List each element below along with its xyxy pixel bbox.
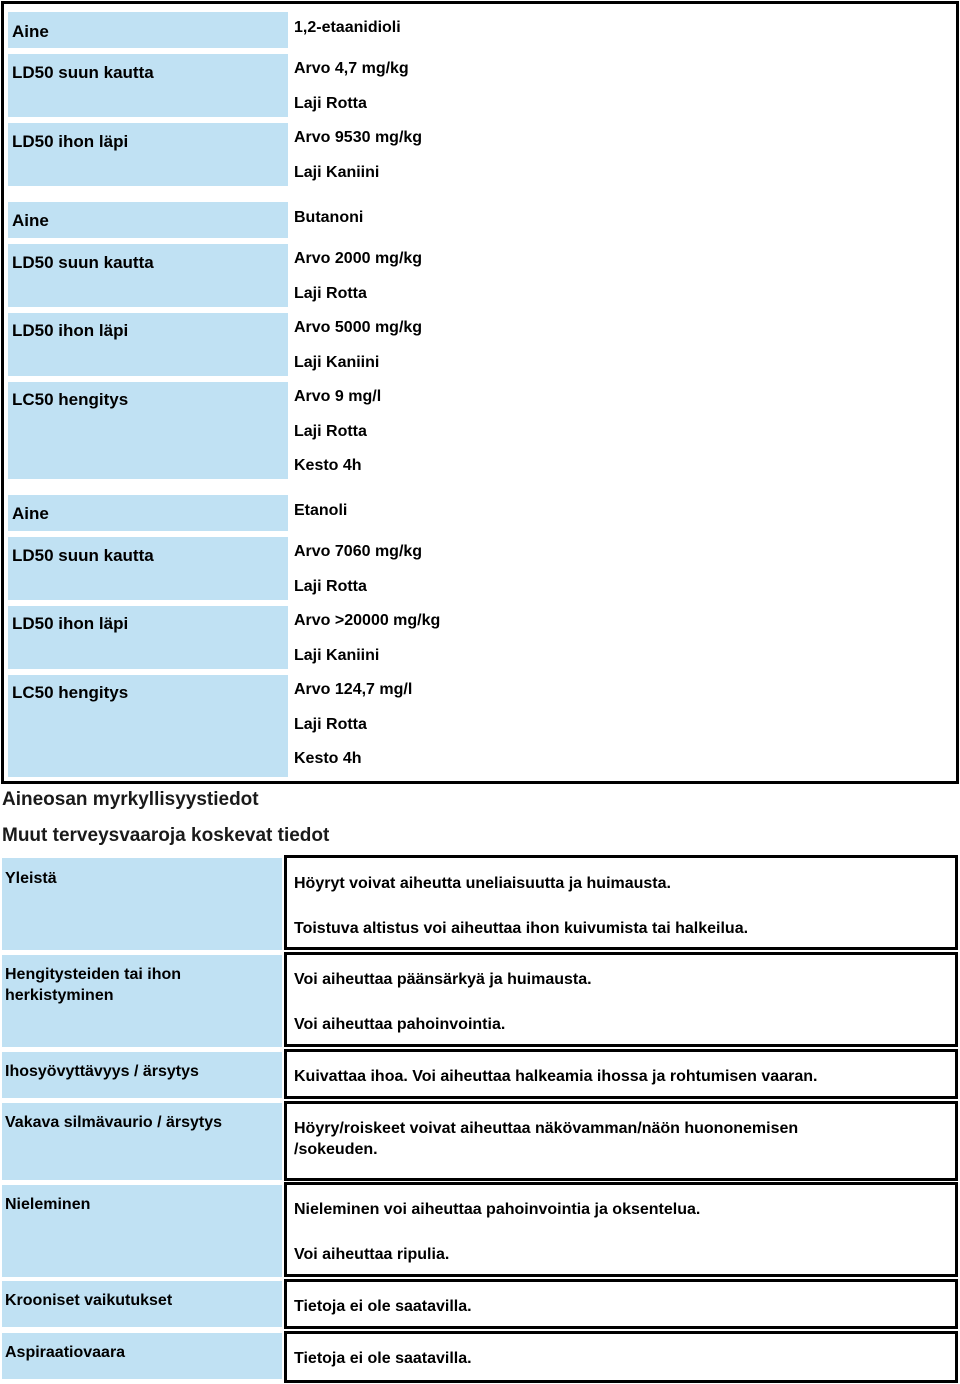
- label-ld50-dermal: LD50 ihon läpi: [8, 123, 288, 186]
- substance-name: 1,2-etaanidioli: [294, 19, 401, 36]
- inhal-species: Laji Rotta: [294, 716, 367, 733]
- oral-value: Arvo 7060 mg/kg: [294, 543, 423, 560]
- hazard-line: Voi aiheuttaa ripulia.: [294, 1246, 450, 1263]
- substance-name: Butanoni: [294, 209, 364, 226]
- hazard-label: Aspiraatiovaara: [2, 1333, 282, 1379]
- hazard-label: Krooniset vaikutukset: [2, 1281, 282, 1327]
- hazard-line: Tietoja ei ole saatavilla.: [294, 1298, 472, 1315]
- oral-species: Laji Rotta: [294, 285, 367, 302]
- inhal-duration: Kesto 4h: [294, 457, 362, 474]
- label-ld50-oral: LD50 suun kautta: [8, 54, 288, 117]
- label-aine: Aine: [8, 12, 288, 48]
- hazard-line: Nieleminen voi aiheuttaa pahoinvointia ja oksentelua.: [294, 1201, 701, 1218]
- hazard-label: Hengitysteiden tai ihon herkistyminen: [2, 955, 282, 1047]
- hazard-label: Yleistä: [2, 858, 282, 950]
- dermal-value: Arvo 9530 mg/kg: [294, 129, 423, 146]
- dermal-value: Arvo >20000 mg/kg: [294, 612, 441, 629]
- hazard-line: Voi aiheuttaa päänsärkyä ja huimausta.: [294, 971, 592, 988]
- component-toxicity-heading: Aineosan myrkyllisyystiedot: [2, 789, 259, 810]
- dermal-species: Laji Kaniini: [294, 354, 380, 371]
- hazard-line: Kuivattaa ihoa. Voi aiheuttaa halkeamia ihossa ja rohtumisen vaaran.: [294, 1068, 818, 1085]
- substance-name: Etanoli: [294, 502, 348, 519]
- label-ld50-oral: LD50 suun kautta: [8, 244, 288, 307]
- oral-value: Arvo 4,7 mg/kg: [294, 60, 409, 77]
- label-lc50-inhalation: LC50 hengitys: [8, 675, 288, 777]
- dermal-value: Arvo 5000 mg/kg: [294, 319, 423, 336]
- dermal-species: Laji Kaniini: [294, 164, 380, 181]
- oral-value: Arvo 2000 mg/kg: [294, 250, 423, 267]
- label-ld50-dermal: LD50 ihon läpi: [8, 606, 288, 669]
- hazard-line: Toistuva altistus voi aiheuttaa ihon kuivumista tai halkeilua.: [294, 920, 749, 937]
- label-aine: Aine: [8, 495, 288, 531]
- hazard-label: Nieleminen: [2, 1185, 282, 1277]
- label-ld50-oral: LD50 suun kautta: [8, 537, 288, 600]
- hazard-line: Höyryt voivat aiheutta uneliaisuutta ja huimausta.: [294, 875, 671, 892]
- inhal-value: Arvo 9 mg/l: [294, 388, 382, 405]
- hazard-label: Ihosyövyttävyys / ärsytys: [2, 1052, 282, 1098]
- oral-species: Laji Rotta: [294, 95, 367, 112]
- hazard-line: Höyry/roiskeet voivat aiheuttaa näkövamman/näön huononemisen /sokeuden.: [294, 1120, 799, 1158]
- inhal-value: Arvo 124,7 mg/l: [294, 681, 413, 698]
- label-aine: Aine: [8, 202, 288, 238]
- label-lc50-inhalation: LC50 hengitys: [8, 382, 288, 479]
- oral-species: Laji Rotta: [294, 578, 367, 595]
- dermal-species: Laji Kaniini: [294, 647, 380, 664]
- label-ld50-dermal: LD50 ihon läpi: [8, 313, 288, 376]
- inhal-species: Laji Rotta: [294, 423, 367, 440]
- hazard-line: Voi aiheuttaa pahoinvointia.: [294, 1016, 506, 1033]
- other-hazards-heading: Muut terveysvaaroja koskevat tiedot: [2, 825, 330, 846]
- inhal-duration: Kesto 4h: [294, 750, 362, 767]
- hazard-line: Tietoja ei ole saatavilla.: [294, 1350, 472, 1367]
- hazard-label: Vakava silmävaurio / ärsytys: [2, 1103, 282, 1180]
